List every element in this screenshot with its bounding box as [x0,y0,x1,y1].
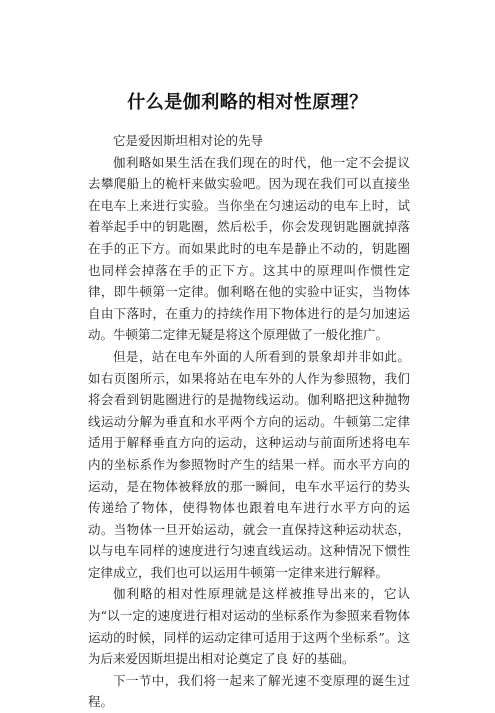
article-body [88,130,410,713]
section-subtitle: 它是爱因斯坦相对论的先导 [113,133,264,148]
paragraph-1: 伽利略如果生活在我们现在的时代，他一定不会提议去攀爬船上的桅杆来做实验吧。因为现在我们可以直接坐在电车上来进行实验。当你坐在匀速运动的电车上时，试着举起手中的钥匙圈，然后松手，你会发现钥匙圈就掉落在手的正下方。而如果此时的电车是静止不动的，钥匙圈也同样会掉落在手的正下方。这其中的原理叫作惯性定律，即牛顿第一定律。伽利略在他的实验中证实，当物体自由下落时，在重力的持续作用下物体进行的是匀加速运动。牛顿第二定律无疑是将这个原理做了一般化推广。 [88,154,410,343]
paragraph-3: 伽利略的相对性原理就是这样被推导出来的，它认为“以一定的速度进行相对运动的坐标系作为参照来看物体运动的时候，同样的运动定律可适用于这两个坐标系”。这为后来爱因斯坦提出相对论奠定了良 好的基础。 [88,586,410,667]
paragraph-2: 但是，站在电车外面的人所看到的景象却并非如此。如右页图所示，如果将站在电车外的人作为参照物，我们将会看到钥匙圈进行的是抛物线运动。伽利略把这种抛物线运动分解为垂直和水平两个方向的运动。牛顿第二定律适用于解释垂直方向的运动，这种运动与前面所述将电车内的坐标系作为参照物时产生的结果一样。而水平方向的运动，是在物体被释放的那一瞬间，电车水平运行的势头传递给了物体，使得物体也跟着电车进行水平方向的运动。当物体一旦开始运动，就会一直保持这种运动状态，以与电车同样的速度进行匀速直线运动。这种情况下惯性定律成立，我们也可以运用牛顿第一定律来进行解释。 [88,348,410,580]
paragraph-4: 下一节中，我们将一起来了解光速不变原理的诞生过程。 [88,672,410,710]
page-title: 什么是伽利略的相对性原理？ [127,92,368,113]
